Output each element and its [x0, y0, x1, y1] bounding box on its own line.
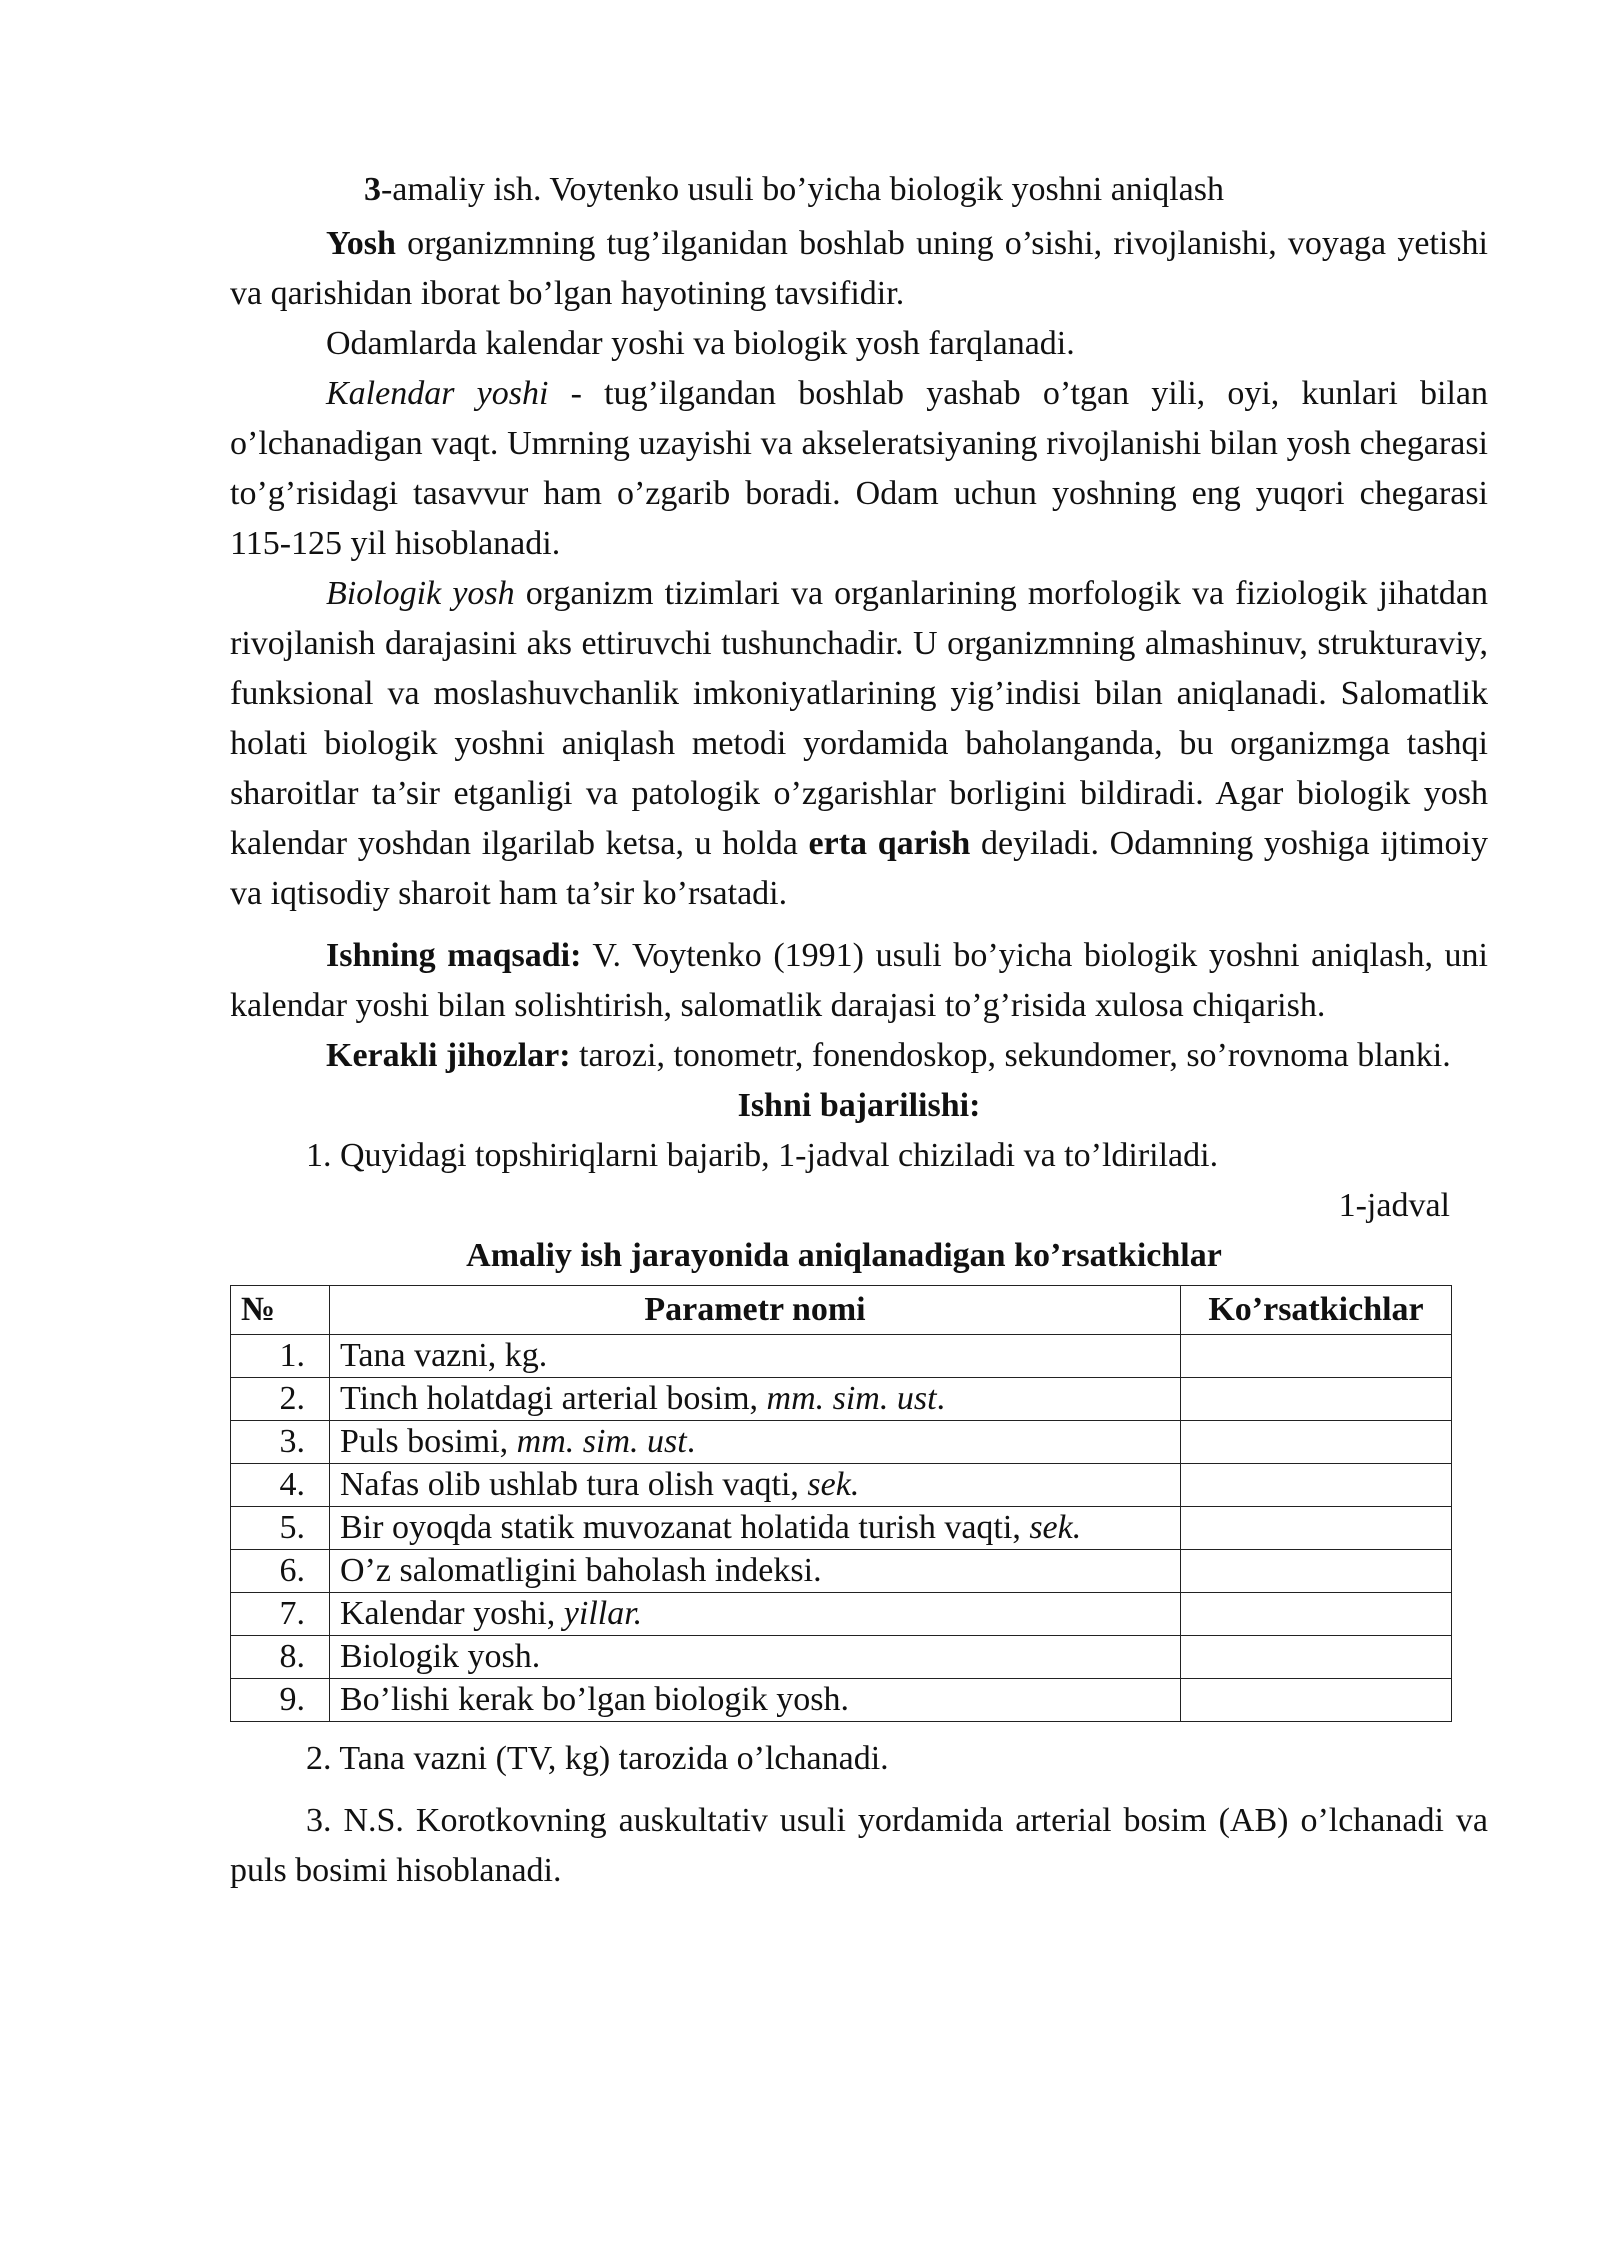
header-number: №: [231, 1286, 330, 1335]
label-kerakli-jihozlar: Kerakli jihozlar:: [326, 1037, 571, 1074]
row-number: 7.: [231, 1593, 330, 1636]
row-number: 5.: [231, 1507, 330, 1550]
row-number: 4.: [231, 1464, 330, 1507]
row-parameter-text: Tinch holatdagi arterial bosim,: [340, 1380, 767, 1417]
row-parameter: [330, 1464, 1181, 1507]
header-parameter-name: Parametr nomi: [330, 1286, 1181, 1335]
paragraph-text: deyiladi. Odamning yoshiga ijtimoiy va iqtisodiy sharoit ham ta’sir ko’rsatadi.: [230, 825, 1488, 912]
row-value-cell: [1181, 1464, 1452, 1507]
row-value-cell: [1181, 1679, 1452, 1722]
term-erta-qarish: erta qarish: [808, 825, 971, 862]
row-parameter-text: Bir oyoqda statik muvozanat holatida turish vaqti,: [340, 1509, 1030, 1546]
row-unit: sek.: [1029, 1509, 1082, 1546]
table-row: [231, 1421, 1452, 1464]
paragraph-text: organizm tizimlari va organlarining morfologik va fiziologik jihatdan rivojlanish darajasini aks ettiruvchi tushunchadir. U organizmning almashinuv, strukturaviy, funksional va moslashuvchanlik imkoniyatlarining yig’indisi bilan aniqlanadi. Salomatlik holati biologik yoshni aniqlash metodi yordamida baholanganda, bu organizmga tashqi sharoitlar ta’sir etganligi va patologik o’zgarishlar borligini bildiradi. Agar biologik yosh kalendar yoshdan ilgarilab ketsa, u holda: [230, 575, 1488, 862]
row-number: 6.: [231, 1550, 330, 1593]
paragraph-ishning-maqsadi: [230, 931, 1488, 1031]
term-biologik-yosh: Biologik yosh: [326, 575, 515, 612]
row-value-cell: [1181, 1507, 1452, 1550]
row-parameter-text: Tana vazni, kg.: [340, 1337, 548, 1374]
row-unit: yillar.: [563, 1595, 643, 1632]
title-number: 3: [363, 171, 381, 208]
row-parameter-text: Kalendar yoshi,: [340, 1595, 564, 1632]
row-value-cell: [1181, 1421, 1452, 1464]
row-parameter-text: Nafas olib ushlab tura olish vaqti,: [340, 1466, 808, 1503]
paragraph-biologik-yosh: [230, 569, 1488, 919]
row-number: 1.: [231, 1335, 330, 1378]
step-2: 2. Tana vazni (TV, kg) tarozida o’lchanadi.: [306, 1740, 889, 1777]
row-parameter-text: O’z salomatligini baholash indeksi.: [340, 1552, 822, 1589]
row-parameter: [330, 1679, 1181, 1722]
row-value-cell: [1181, 1550, 1452, 1593]
label-ishning-maqsadi: Ishning maqsadi:: [326, 937, 582, 974]
row-number: 2.: [231, 1378, 330, 1421]
row-parameter: [330, 1593, 1181, 1636]
row-parameter: Puls bosimi, mm. sim. ust.: [330, 1421, 1181, 1464]
table-row: [231, 1335, 1452, 1378]
paragraph-text: V. Voytenko (1991) usuli bo’yicha biologik yoshni aniqlash, uni kalendar yoshi bilan solishtirish, salomatlik darajasi to’g’risida xulosa chiqarish.: [230, 937, 1488, 1024]
row-number: 3.: [231, 1421, 330, 1464]
paragraph-text: organizmning tug’ilganidan boshlab uning o’sishi, rivojlanishi, voyaga yetishi va qarishidan iborat bo’lgan hayotining tavsifidir.: [230, 225, 1488, 312]
row-value-cell: [1181, 1335, 1452, 1378]
paragraph-text: - tug’ilgandan boshlab yashab o’tgan yili, oyi, kunlari bilan o’lchanadigan vaqt. Umrning uzayishi va akseleratsiyaning rivojlanishi bilan yosh chegarasi to’g’risidagi tasavvur ham o’zgarib boradi. Odam uchun yoshning eng yuqori chegarasi 115-125 yil hisoblanadi.: [230, 375, 1489, 562]
row-parameter: [330, 1507, 1181, 1550]
term-kalendar-yoshi: Kalendar yoshi: [326, 375, 549, 412]
document-content: [230, 165, 1488, 1896]
row-parameter-text: Bo’lishi kerak bo’lgan biologik yosh.: [340, 1681, 850, 1718]
row-parameter-text: Puls bosimi,: [340, 1423, 517, 1460]
row-value-cell: [1181, 1636, 1452, 1679]
paragraph-kalendar-yoshi: [230, 369, 1488, 569]
row-value-cell: [1181, 1593, 1452, 1636]
row-unit: mm. sim. ust: [766, 1380, 937, 1417]
paragraph-kalendar-biologik: Odamlarda kalendar yoshi va biologik yosh farqlanadi.: [326, 325, 1075, 362]
row-unit: sek.: [807, 1466, 860, 1503]
table-row: [231, 1636, 1452, 1679]
table-row: [231, 1550, 1452, 1593]
term-yosh: Yosh: [326, 225, 396, 262]
section-heading: [230, 1081, 1488, 1131]
table-row: [231, 1507, 1452, 1550]
table-header-row: [231, 1286, 1452, 1335]
row-parameter: [330, 1550, 1181, 1593]
table-title-text: Amaliy ish jarayonida aniqlanadigan ko’rsatkichlar: [466, 1237, 1222, 1274]
paragraph-yosh: [230, 219, 1488, 319]
row-value-cell: [1181, 1378, 1452, 1421]
row-number: 9.: [231, 1679, 330, 1722]
page-title: [230, 165, 1488, 215]
row-parameter: [330, 1335, 1181, 1378]
row-parameter: [330, 1636, 1181, 1679]
parameters-table: [230, 1285, 1452, 1722]
step-1: 1. Quyidagi topshiriqlarni bajarib, 1-jadval chiziladi va to’ldiriladi.: [306, 1137, 1219, 1174]
paragraph-kerakli-jihozlar: [230, 1031, 1488, 1081]
row-parameter-text: Biologik yosh.: [340, 1638, 541, 1675]
paragraph-text: tarozi, tonometr, fonendoskop, sekundomer, so’rovnoma blanki.: [570, 1037, 1451, 1074]
step-3: 3. N.S. Korotkovning auskultativ usuli yordamida arterial bosim (AB) o’lchanadi va puls bosimi hisoblanadi.: [230, 1802, 1488, 1889]
table-row: [231, 1378, 1452, 1421]
table-label: 1-jadval: [1338, 1187, 1450, 1224]
title-text: -amaliy ish. Voytenko usuli bo’yicha biologik yoshni aniqlash: [380, 171, 1224, 208]
header-indicators: Ko’rsatkichlar: [1181, 1286, 1452, 1335]
row-number: 8.: [231, 1636, 330, 1679]
table-row: [231, 1464, 1452, 1507]
table-title: [230, 1231, 1488, 1281]
row-parameter: Tinch holatdagi arterial bosim, mm. sim. ust.: [330, 1378, 1181, 1421]
table-row: [231, 1593, 1452, 1636]
section-heading-text: Ishni bajarilishi:: [737, 1087, 981, 1124]
table-row: [231, 1679, 1452, 1722]
row-unit: mm. sim. ust: [516, 1423, 687, 1460]
